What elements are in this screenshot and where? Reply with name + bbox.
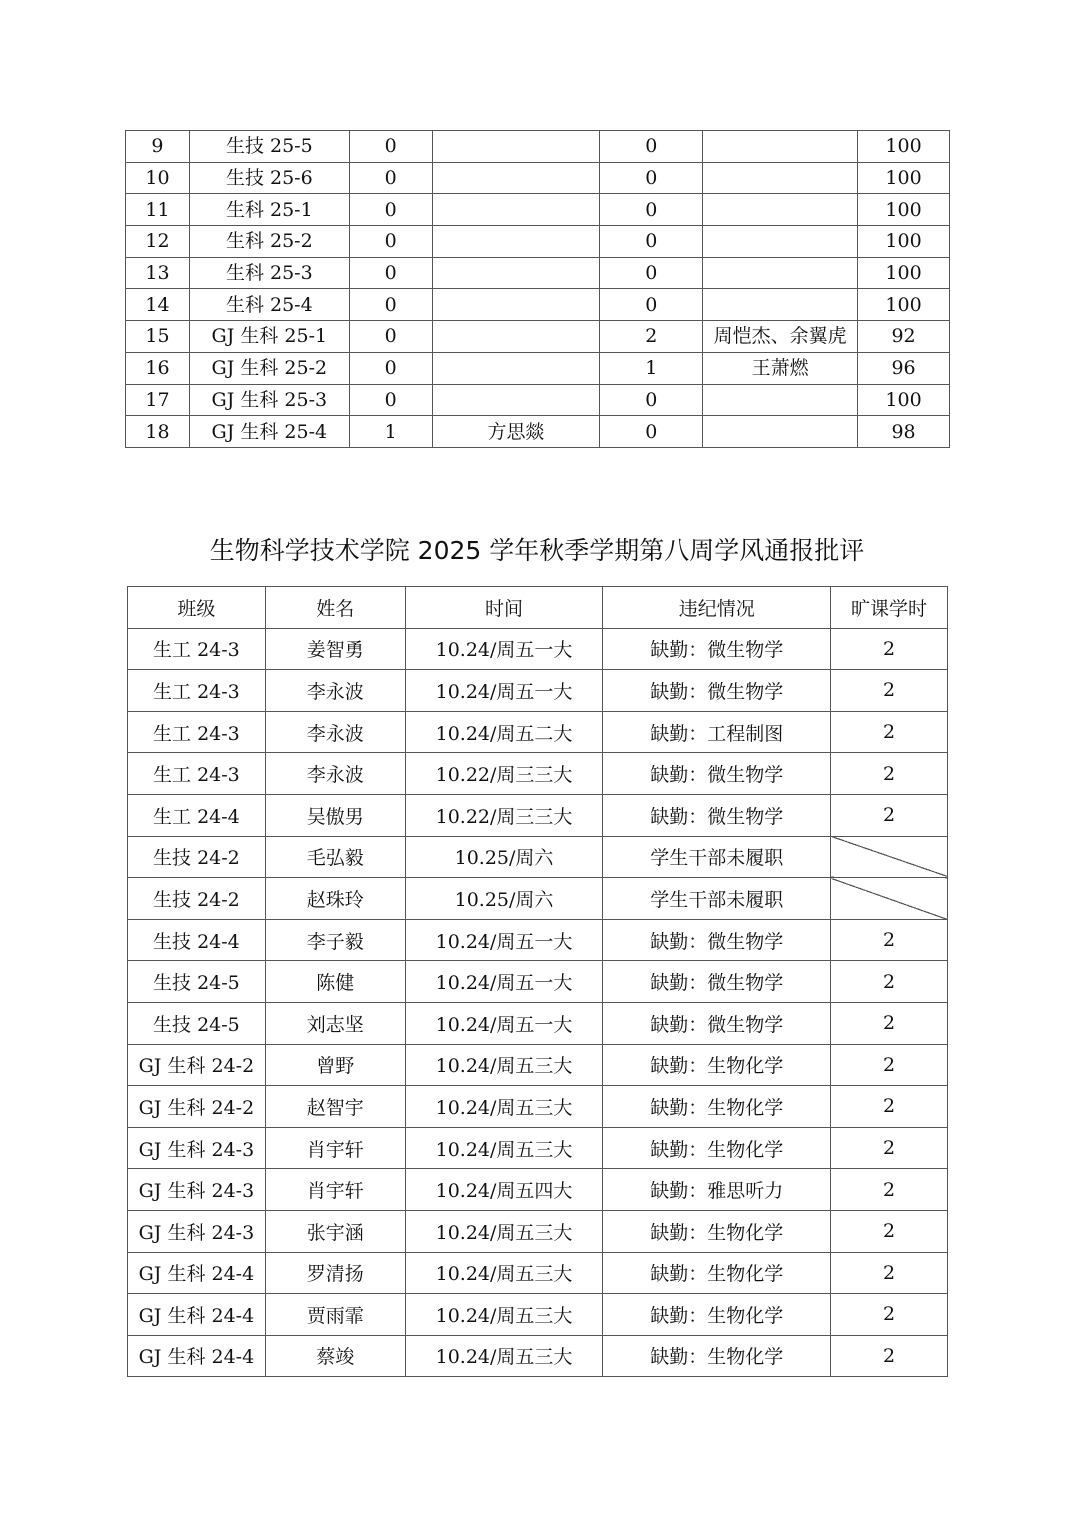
header-class: 班级 (128, 587, 266, 629)
row-index-cell: 10 (126, 162, 190, 194)
count-b-cell: 1 (600, 352, 703, 384)
class-cell: GJ 生科 24-3 (128, 1210, 266, 1252)
student-name-cell: 蔡竣 (265, 1335, 405, 1377)
table-row (128, 753, 948, 795)
table-row (128, 670, 948, 712)
score-cell: 98 (858, 416, 950, 448)
class-cell: 生技 24-4 (128, 919, 266, 961)
student-name-cell: 毛弘毅 (265, 836, 405, 878)
score-cell: 96 (858, 352, 950, 384)
class-cell: GJ 生科 24-2 (128, 1044, 266, 1086)
row-index-cell: 17 (126, 384, 190, 416)
absent-hours-cell: 2 (831, 1086, 948, 1128)
violation-cell: 缺勤：微生物学 (603, 1002, 831, 1044)
student-name-cell: 李永波 (265, 753, 405, 795)
class-name-cell: 生科 25-4 (189, 289, 349, 321)
class-name-cell: 生技 25-5 (189, 131, 349, 163)
absent-hours-cell: 2 (831, 1002, 948, 1044)
violation-cell: 缺勤：雅思听力 (603, 1169, 831, 1211)
absent-hours-cell: 2 (831, 794, 948, 836)
names-b-cell (703, 289, 858, 321)
absent-hours-cell (831, 836, 948, 878)
student-name-cell: 赵智宇 (265, 1086, 405, 1128)
violation-cell: 缺勤：生物化学 (603, 1044, 831, 1086)
names-a-cell (432, 257, 600, 289)
student-name-cell: 肖宇轩 (265, 1127, 405, 1169)
table-row (128, 1002, 948, 1044)
count-b-cell: 0 (600, 384, 703, 416)
class-name-cell: GJ 生科 25-4 (189, 416, 349, 448)
time-cell: 10.25/周六 (405, 878, 603, 920)
absent-hours-cell: 2 (831, 961, 948, 1003)
names-b-cell (703, 416, 858, 448)
absent-hours-cell: 2 (831, 670, 948, 712)
absent-hours-cell: 2 (831, 1210, 948, 1252)
time-cell: 10.22/周三三大 (405, 794, 603, 836)
student-name-cell: 陈健 (265, 961, 405, 1003)
class-name-cell: GJ 生科 25-3 (189, 384, 349, 416)
student-name-cell: 吴傲男 (265, 794, 405, 836)
student-name-cell: 李永波 (265, 711, 405, 753)
class-score-table (125, 130, 950, 448)
count-a-cell: 0 (349, 352, 432, 384)
names-b-cell (703, 226, 858, 258)
row-index-cell: 14 (126, 289, 190, 321)
violation-cell: 缺勤：微生物学 (603, 670, 831, 712)
table-row (128, 836, 948, 878)
count-a-cell: 0 (349, 321, 432, 353)
table-row (128, 919, 948, 961)
table-row (128, 1044, 948, 1086)
class-cell: 生工 24-3 (128, 670, 266, 712)
names-b-cell (703, 384, 858, 416)
table-row (128, 1169, 948, 1211)
absent-hours-cell: 2 (831, 628, 948, 670)
names-a-cell (432, 131, 600, 163)
time-cell: 10.24/周五一大 (405, 919, 603, 961)
count-a-cell: 0 (349, 194, 432, 226)
table-row (128, 1335, 948, 1377)
table-row (128, 961, 948, 1003)
class-cell: GJ 生科 24-3 (128, 1169, 266, 1211)
student-name-cell: 李永波 (265, 670, 405, 712)
absent-hours-cell: 2 (831, 1169, 948, 1211)
table-header-row (128, 587, 948, 629)
class-name-cell: 生科 25-1 (189, 194, 349, 226)
student-name-cell: 曾野 (265, 1044, 405, 1086)
count-b-cell: 0 (600, 257, 703, 289)
table-row (126, 162, 950, 194)
count-b-cell: 0 (600, 289, 703, 321)
violation-cell: 缺勤：生物化学 (603, 1210, 831, 1252)
time-cell: 10.24/周五三大 (405, 1210, 603, 1252)
names-a-cell (432, 194, 600, 226)
violation-cell: 缺勤：生物化学 (603, 1294, 831, 1336)
table-row (126, 289, 950, 321)
names-a-cell (432, 384, 600, 416)
class-name-cell: GJ 生科 25-2 (189, 352, 349, 384)
table-row (128, 628, 948, 670)
table-row (128, 711, 948, 753)
count-b-cell: 0 (600, 416, 703, 448)
class-name-cell: 生科 25-3 (189, 257, 349, 289)
violation-cell: 缺勤：生物化学 (603, 1086, 831, 1128)
time-cell: 10.24/周五一大 (405, 670, 603, 712)
score-cell: 100 (858, 194, 950, 226)
class-cell: GJ 生科 24-3 (128, 1127, 266, 1169)
row-index-cell: 11 (126, 194, 190, 226)
violation-cell: 缺勤：生物化学 (603, 1252, 831, 1294)
header-time: 时间 (405, 587, 603, 629)
score-cell: 100 (858, 289, 950, 321)
names-a-cell (432, 289, 600, 321)
student-name-cell: 赵珠玲 (265, 878, 405, 920)
score-cell: 100 (858, 226, 950, 258)
time-cell: 10.22/周三三大 (405, 753, 603, 795)
score-cell: 100 (858, 131, 950, 163)
table-row (126, 257, 950, 289)
time-cell: 10.24/周五三大 (405, 1127, 603, 1169)
table-row (128, 1086, 948, 1128)
student-name-cell: 贾雨霏 (265, 1294, 405, 1336)
time-cell: 10.24/周五四大 (405, 1169, 603, 1211)
class-name-cell: 生技 25-6 (189, 162, 349, 194)
table-row (128, 1294, 948, 1336)
table-row (128, 1252, 948, 1294)
score-cell: 100 (858, 384, 950, 416)
class-cell: 生工 24-3 (128, 711, 266, 753)
names-b-cell: 周恺杰、余翼虎 (703, 321, 858, 353)
header-hours: 旷课学时 (831, 587, 948, 629)
class-cell: GJ 生科 24-4 (128, 1335, 266, 1377)
table-row (128, 1210, 948, 1252)
class-cell: 生工 24-3 (128, 753, 266, 795)
names-a-cell (432, 162, 600, 194)
row-index-cell: 16 (126, 352, 190, 384)
names-b-cell (703, 257, 858, 289)
table-row (126, 384, 950, 416)
names-a-cell (432, 352, 600, 384)
violation-cell: 缺勤：微生物学 (603, 919, 831, 961)
time-cell: 10.24/周五一大 (405, 961, 603, 1003)
class-name-cell: 生科 25-2 (189, 226, 349, 258)
count-b-cell: 0 (600, 226, 703, 258)
student-name-cell: 刘志坚 (265, 1002, 405, 1044)
absent-hours-cell: 2 (831, 1294, 948, 1336)
violation-cell: 学生干部未履职 (603, 878, 831, 920)
count-a-cell: 1 (349, 416, 432, 448)
student-name-cell: 姜智勇 (265, 628, 405, 670)
row-index-cell: 9 (126, 131, 190, 163)
time-cell: 10.25/周六 (405, 836, 603, 878)
violation-cell: 缺勤：微生物学 (603, 794, 831, 836)
student-name-cell: 罗清扬 (265, 1252, 405, 1294)
time-cell: 10.24/周五三大 (405, 1294, 603, 1336)
score-cell: 100 (858, 162, 950, 194)
violation-cell: 缺勤：微生物学 (603, 961, 831, 1003)
table-row (128, 878, 948, 920)
count-a-cell: 0 (349, 226, 432, 258)
table-row (126, 226, 950, 258)
absent-hours-cell: 2 (831, 919, 948, 961)
discipline-report-table (127, 586, 948, 1377)
class-cell: 生技 24-2 (128, 878, 266, 920)
class-cell: 生工 24-4 (128, 794, 266, 836)
names-b-cell (703, 194, 858, 226)
page-title: 生物科学技术学院 2025 学年秋季学期第八周学风通报批评 (209, 536, 865, 565)
absent-hours-cell: 2 (831, 1252, 948, 1294)
table-row (126, 321, 950, 353)
violation-cell: 缺勤：生物化学 (603, 1127, 831, 1169)
absent-hours-cell: 2 (831, 711, 948, 753)
table-row (126, 352, 950, 384)
table-row (128, 1127, 948, 1169)
row-index-cell: 15 (126, 321, 190, 353)
absent-hours-cell: 2 (831, 1044, 948, 1086)
violation-cell: 学生干部未履职 (603, 836, 831, 878)
row-index-cell: 13 (126, 257, 190, 289)
class-cell: 生技 24-5 (128, 1002, 266, 1044)
count-a-cell: 0 (349, 289, 432, 321)
violation-cell: 缺勤：微生物学 (603, 753, 831, 795)
student-name-cell: 张宇涵 (265, 1210, 405, 1252)
score-cell: 100 (858, 257, 950, 289)
names-a-cell (432, 321, 600, 353)
class-cell: 生技 24-2 (128, 836, 266, 878)
class-cell: 生工 24-3 (128, 628, 266, 670)
violation-cell: 缺勤：微生物学 (603, 628, 831, 670)
class-cell: GJ 生科 24-4 (128, 1294, 266, 1336)
time-cell: 10.24/周五三大 (405, 1044, 603, 1086)
time-cell: 10.24/周五三大 (405, 1252, 603, 1294)
absent-hours-cell: 2 (831, 1335, 948, 1377)
table-row (128, 794, 948, 836)
table-row (126, 416, 950, 448)
count-a-cell: 0 (349, 162, 432, 194)
time-cell: 10.24/周五一大 (405, 628, 603, 670)
time-cell: 10.24/周五二大 (405, 711, 603, 753)
time-cell: 10.24/周五三大 (405, 1086, 603, 1128)
header-name: 姓名 (265, 587, 405, 629)
class-cell: GJ 生科 24-2 (128, 1086, 266, 1128)
count-a-cell: 0 (349, 131, 432, 163)
absent-hours-cell (831, 878, 948, 920)
names-b-cell (703, 131, 858, 163)
table-row (126, 194, 950, 226)
absent-hours-cell: 2 (831, 1127, 948, 1169)
student-name-cell: 李子毅 (265, 919, 405, 961)
violation-cell: 缺勤：生物化学 (603, 1335, 831, 1377)
count-a-cell: 0 (349, 257, 432, 289)
time-cell: 10.24/周五三大 (405, 1335, 603, 1377)
score-cell: 92 (858, 321, 950, 353)
names-b-cell (703, 162, 858, 194)
class-cell: GJ 生科 24-4 (128, 1252, 266, 1294)
count-b-cell: 2 (600, 321, 703, 353)
time-cell: 10.24/周五一大 (405, 1002, 603, 1044)
names-a-cell (432, 226, 600, 258)
names-a-cell: 方思燚 (432, 416, 600, 448)
header-violation: 违纪情况 (603, 587, 831, 629)
count-a-cell: 0 (349, 384, 432, 416)
names-b-cell: 王萧燃 (703, 352, 858, 384)
count-b-cell: 0 (600, 162, 703, 194)
violation-cell: 缺勤：工程制图 (603, 711, 831, 753)
row-index-cell: 12 (126, 226, 190, 258)
table-row (126, 131, 950, 163)
class-cell: 生技 24-5 (128, 961, 266, 1003)
student-name-cell: 肖宇轩 (265, 1169, 405, 1211)
row-index-cell: 18 (126, 416, 190, 448)
count-b-cell: 0 (600, 194, 703, 226)
count-b-cell: 0 (600, 131, 703, 163)
absent-hours-cell: 2 (831, 753, 948, 795)
class-name-cell: GJ 生科 25-1 (189, 321, 349, 353)
